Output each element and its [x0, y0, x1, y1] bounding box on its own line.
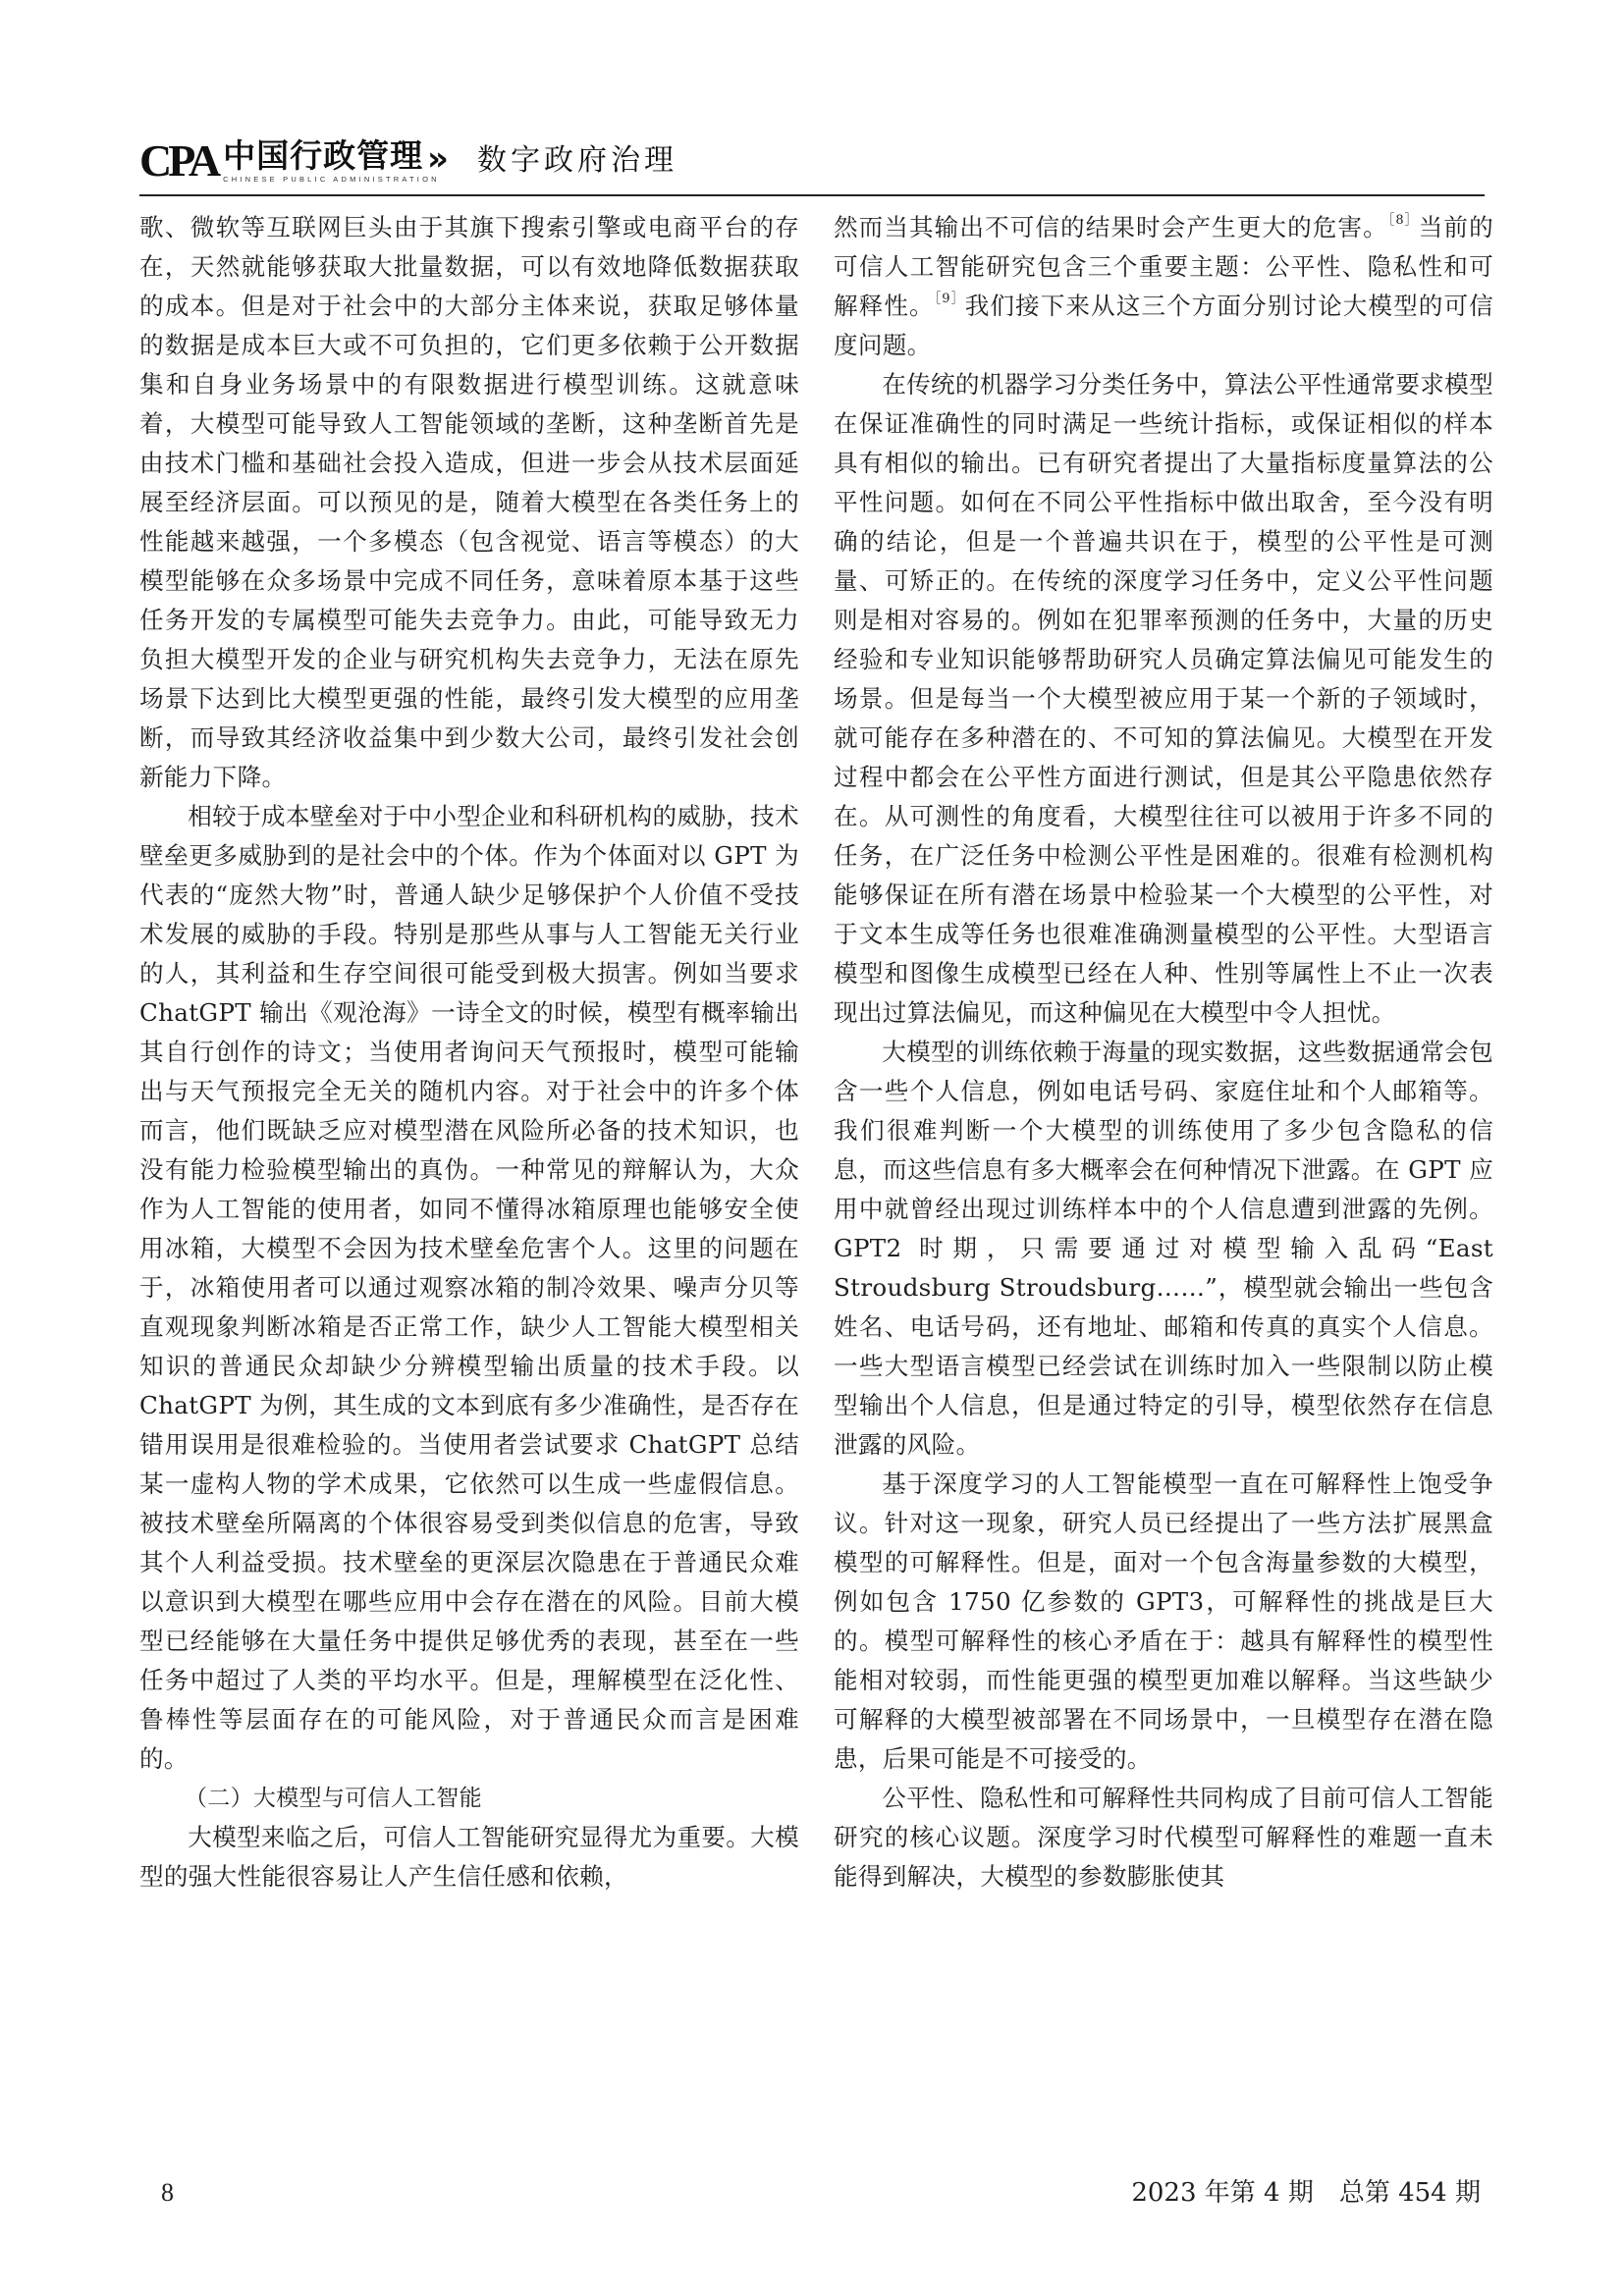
- right-column: [834, 208, 1493, 1896]
- text-run: 然而当其输出不可信的结果时会产生更大的危害。: [834, 213, 1388, 241]
- page-number: 8: [161, 2178, 174, 2207]
- text-run: 我们接下来从这三个方面分别讨论大模型的可信度问题。: [834, 292, 1494, 359]
- paragraph: 在传统的机器学习分类任务中，算法公平性通常要求模型在保证准确性的同时满足一些统计指标，或保证相似的样本具有相似的输出。已有研究者提出了大量指标度量算法的公平性问题。如何在不同公平性指标中做出取舍，至今没有明确的结论，但是一个普遍共识在于，模型的公平性是可测量、可矫正的。在传统的深度学习任务中，定义公平性问题则是相对容易的。例如在犯罪率预测的任务中，大量的历史经验和专业知识能够帮助研究人员确定算法偏见可能发生的场景。但是每当一个大模型被应用于某一个新的子领域时，就可能存在多种潜在的、不可知的算法偏见。大模型在开发过程中都会在公平性方面进行测试，但是其公平隐患依然存在。从可测性的角度看，大模型往往可以被用于许多不同的任务，在广泛任务中检测公平性是困难的。很难有检测机构能够保证在所有潜在场景中检验某一个大模型的公平性，对于文本生成等任务也很难准确测量模型的公平性。大型语言模型和图像生成模型已经在人种、性别等属性上不止一次表现出过算法偏见，而这种偏见在大模型中令人担忧。: [834, 370, 1493, 1027]
- left-column: [139, 208, 799, 1896]
- logo-subtitle: CHINESE PUBLIC ADMINISTRATION: [223, 175, 440, 184]
- double-chevron-right-icon: »: [427, 139, 449, 179]
- issue-info: 2023 年第 4 期 总第 454 期: [1131, 2178, 1481, 2208]
- section-title: 数字政府治理: [477, 143, 677, 178]
- section-subheading: （二）大模型与可信人工智能: [185, 1786, 482, 1811]
- paragraph: [834, 208, 1493, 365]
- paragraph: 相较于成本壁垒对于中小型企业和科研机构的威胁，技术壁垒更多威胁到的是社会中的个体。作为个体面对以 GPT 为代表的“庞然大物”时，普通人缺少足够保护个人价值不受技术发展的威胁的手段。特别是那些从事与人工智能无关行业的人，其利益和生存空间很可能受到极大损害。例如当要求 ChatGPT 输出《观沧海》一诗全文的时候，模型有概率输出其自行创作的诗文；当使用者询问天气预报时，模型可能输出与天气预报完全无关的随机内容。对于社会中的许多个体而言，他们既缺乏应对模型潜在风险所必备的技术知识，也没有能力检验模型输出的真伪。一种常见的辩解认为，大众作为人工智能的使用者，如同不懂得冰箱原理也能够安全使用冰箱，大模型不会因为技术壁垒危害个人。这里的问题在于，冰箱使用者可以通过观察冰箱的制冷效果、噪声分贝等直观现象判断冰箱是否正常工作，缺少人工智能大模型相关知识的普通民众却缺少分辨模型输出质量的技术手段。以 ChatGPT 为例，其生成的文本到底有多少准确性，是否存在错用误用是很难检验的。当使用者尝试要求 ChatGPT 总结某一虚构人物的学术成果，它依然可以生成一些虚假信息。被技术壁垒所隔离的个体很容易受到类似信息的危害，导致其个人利益受损。技术壁垒的更深层次隐患在于普通民众难以意识到大模型在哪些应用中会存在潜在的风险。目前大模型已经能够在大量任务中提供足够优秀的表现，甚至在一些任务中超过了人类的平均水平。但是，理解模型在泛化性、鲁棒性等层面存在的可能风险，对于普通民众而言是困难的。: [139, 802, 799, 1773]
- logo-mark: CPA: [139, 135, 218, 186]
- paragraph: 公平性、隐私性和可解释性共同构成了目前可信人工智能研究的核心议题。深度学习时代模型可解释性的难题一直未能得到解决，大模型的参数膨胀使其: [834, 1784, 1493, 1891]
- paragraph: 歌、微软等互联网巨头由于其旗下搜索引擎或电商平台的存在，天然就能够获取大批量数据，可以有效地降低数据获取的成本。但是对于社会中的大部分主体来说，获取足够体量的数据是成本巨大或不可负担的，它们更多依赖于公开数据集和自身业务场景中的有限数据进行模型训练。这就意味着，大模型可能导致人工智能领域的垄断，这种垄断首先是由技术门槛和基础社会投入造成，但进一步会从技术层面延展至经济层面。可以预见的是，随着大模型在各类任务上的性能越来越强，一个多模态（包含视觉、语言等模态）的大模型能够在众多场景中完成不同任务，意味着原本基于这些任务开发的专属模型可能失去竞争力。由此，可能导致无力负担大模型开发的企业与研究机构失去竞争力，无法在原先场景下达到比大模型更强的性能，最终引发大模型的应用垄断，而导致其经济收益集中到少数大公司，最终引发社会创新能力下降。: [139, 213, 799, 791]
- paragraph: 大模型的训练依赖于海量的现实数据，这些数据通常会包含一些个人信息，例如电话号码、家庭住址和个人邮箱等。我们很难判断一个大模型的训练使用了多少包含隐私的信息，而这些信息有多大概率会在何种情况下泄露。在 GPT 应用中就曾经出现过训练样本中的个人信息遭到泄露的先例。GPT2 时期，只需要通过对模型输入乱码“East Stroudsburg Stroudsburg……”，模型就会输出一些包含姓名、电话号码，还有地址、邮箱和传真的真实个人信息。一些大型语言模型已经尝试在训练时加入一些限制以防止模型输出个人信息，但是通过特定的引导，模型依然存在信息泄露的风险。: [834, 1038, 1493, 1459]
- header-rule: [139, 194, 1485, 196]
- journal-logo: [139, 137, 440, 188]
- text-run: 当前的可信人工智能研究包含三个重要主题：公平性、隐私性和可解释性。: [834, 213, 1494, 320]
- paragraph: 大模型来临之后，可信人工智能研究显得尤为重要。大模型的强大性能很容易让人产生信任感和依赖，: [139, 1823, 799, 1891]
- page-footer: [139, 2173, 1485, 2213]
- citation-ref[interactable]: ［8］: [1387, 213, 1419, 228]
- logo-title: 中国行政管理: [223, 136, 424, 175]
- citation-ref[interactable]: ［9］: [934, 292, 965, 306]
- paragraph: 基于深度学习的人工智能模型一直在可解释性上饱受争议。针对这一现象，研究人员已经提出了一些方法扩展黑盒模型的可解释性。但是，面对一个包含海量参数的大模型，例如包含 1750 亿参数的 GPT3，可解释性的挑战是巨大的。模型可解释性的核心矛盾在于：越具有解释性的模型性能相对较弱，而性能更强的模型更加难以解释。当这些缺少可解释的大模型被部署在不同场景中，一旦模型存在潜在隐患，后果可能是不可接受的。: [834, 1469, 1493, 1773]
- running-header: [139, 133, 1485, 192]
